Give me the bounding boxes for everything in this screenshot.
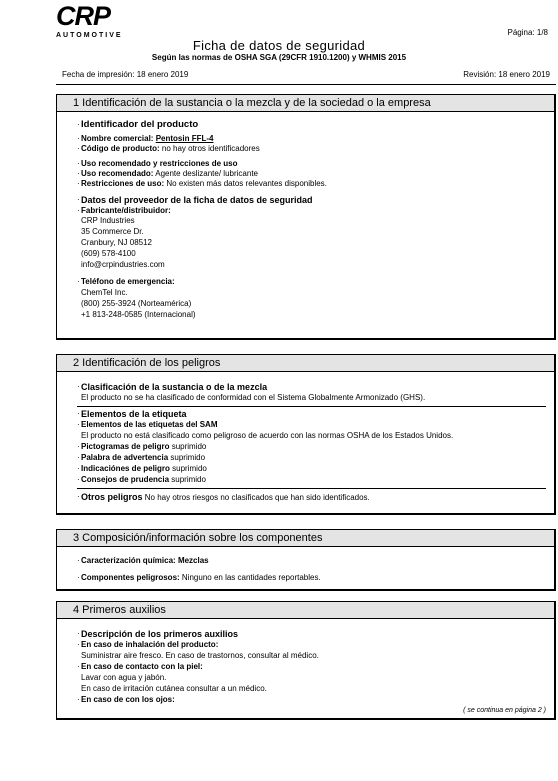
chemical-characterization-value: Mezclas [177, 556, 209, 565]
pictograms-value: suprimido [171, 442, 207, 451]
hazardous-components-label: Componentes peligrosos: [81, 573, 180, 582]
bullet: · [77, 629, 80, 638]
product-identifier-heading: Identificador del producto [81, 119, 199, 130]
hazard-statements-row [81, 464, 207, 474]
other-hazards-label: Otros peligros [81, 492, 143, 502]
product-code-label: Código de producto: [81, 144, 160, 153]
revision-date: Revisión: 18 enero 2019 [463, 70, 550, 79]
restrictions-value: No existen más datos relevantes disponibles. [166, 179, 327, 188]
pictograms-label: Pictogramas de peligro [81, 442, 170, 451]
inhalation-label: En caso de inhalación del producto: [81, 640, 219, 649]
section-4 [56, 601, 556, 720]
bullet: · [77, 120, 80, 129]
precaution-value: suprimido [171, 475, 206, 484]
eye-contact-label: En caso de con los ojos: [81, 695, 175, 704]
bullet: · [77, 640, 80, 649]
bullet: · [77, 134, 80, 143]
company-name: CRP Industries [81, 216, 135, 225]
signal-word-label: Palabra de advertencia [81, 453, 169, 462]
section-1 [56, 94, 556, 340]
bullet: · [77, 179, 80, 188]
company-email: info@crpindustries.com [81, 260, 165, 269]
emergency-phone-intl: +1 813-248-0585 (Internacional) [81, 310, 196, 319]
emergency-phone-na: (800) 255-3924 (Norteamérica) [81, 299, 192, 308]
precaution-label: Consejos de prudencia [81, 475, 170, 484]
bullet: · [77, 492, 80, 501]
skin-contact-text-2: En caso de irritación cutánea consultar a un médico. [81, 684, 267, 693]
print-date: Fecha de impresión: 18 enero 2019 [62, 70, 189, 79]
section-2-title: 2 Identificación de los peligros [57, 355, 554, 372]
page-number: Página: 1/8 [507, 28, 548, 37]
section-3 [56, 529, 556, 591]
trade-name-value: Pentosin FFL-4 [155, 134, 214, 143]
section-4-title: 4 Primeros auxilios [57, 602, 554, 619]
recommended-use-value: Agente deslizante/ lubricante [155, 169, 258, 178]
label-elements-heading: Elementos de la etiqueta [81, 409, 187, 419]
document-title: Ficha de datos de seguridad [192, 38, 366, 53]
bullet: · [77, 159, 80, 168]
hazardous-components-value: Ninguno en las cantidades reportables. [181, 573, 321, 582]
recommended-use-label: Uso recomendado: [81, 169, 154, 178]
section-1-title: 1 Identificación de la sustancia o la mezcla y de la sociedad o la empresa [57, 95, 554, 112]
other-hazards-row [81, 492, 370, 503]
recommended-use-row [81, 169, 258, 179]
bullet: · [77, 475, 80, 484]
hazardous-components-row [81, 573, 321, 583]
logo-sub-text: AUTOMOTIVE [56, 32, 123, 39]
bullet: · [77, 382, 80, 391]
trade-name-label: Nombre comercial: [81, 134, 154, 143]
supplier-heading: Datos del proveedor de la ficha de datos de seguridad [81, 195, 313, 205]
bullet: · [77, 573, 80, 582]
other-hazards-value: No hay otros riesgos no clasificados que han sido identificados. [144, 493, 370, 502]
pictograms-row [81, 442, 206, 452]
company-city: Cranbury, NJ 08512 [81, 238, 152, 247]
signal-word-value: suprimido [170, 453, 206, 462]
header-divider [56, 84, 556, 85]
restrictions-row [81, 179, 327, 189]
product-code-value: no hay otros identificadores [161, 144, 260, 153]
emergency-company: ChemTel Inc. [81, 288, 128, 297]
first-aid-heading: Descripción de los primeros auxilios [81, 629, 239, 639]
company-phone: (609) 578-4100 [81, 249, 136, 258]
bullet: · [77, 169, 80, 178]
continued-note: ( se continua en página 2 ) [463, 707, 546, 714]
bullet: · [77, 409, 80, 418]
bullet: · [77, 453, 80, 462]
chemical-characterization-row [81, 556, 209, 566]
hazard-statements-label: Indicaciónes de peligro [81, 464, 170, 473]
inhalation-text: Suministrar aire fresco. En caso de trastornos, consultar al médico. [81, 651, 319, 660]
hazard-statements-value: suprimido [172, 464, 207, 473]
bullet: · [77, 195, 80, 204]
bullet: · [77, 464, 80, 473]
precaution-row [81, 475, 206, 485]
bullet: · [77, 206, 80, 215]
bullet: · [77, 144, 80, 153]
bullet: · [77, 277, 80, 286]
classification-heading: Clasificación de la sustancia o de la mezcla [81, 382, 268, 392]
signal-word-row [81, 453, 205, 463]
emergency-label: Teléfono de emergencia: [81, 277, 175, 286]
bullet: · [77, 695, 80, 704]
section-3-title: 3 Composición/información sobre los componentes [57, 530, 554, 547]
sam-text: El producto no está clasificado como peligroso de acuerdo con las normas OSHA de los Estados Unidos. [81, 431, 454, 440]
skin-contact-label: En caso de contacto con la piel: [81, 662, 203, 671]
bullet: · [77, 420, 80, 429]
logo-main-text: CRP [56, 1, 111, 31]
divider [77, 488, 546, 489]
divider [77, 406, 546, 407]
bullet: · [77, 556, 80, 565]
restrictions-label: Restricciones de uso: [81, 179, 165, 188]
section-2 [56, 354, 556, 515]
sam-label: Elementos de las etiquetas del SAM [81, 420, 218, 429]
trade-name-row [81, 134, 213, 144]
skin-contact-text-1: Lavar con agua y jabón. [81, 673, 167, 682]
classification-text: El producto no se ha clasificado de conformidad con el Sistema Globalmente Armonizado (GHS). [81, 393, 426, 402]
bullet: · [77, 442, 80, 451]
bullet: · [77, 662, 80, 671]
uses-heading: Uso recomendado y restricciones de uso [81, 159, 238, 168]
product-code-row [81, 144, 260, 154]
chemical-characterization-label: Caracterización química: [81, 556, 176, 565]
document-subtitle: Según las normas de OSHA SGA (29CFR 1910.1200) y WHMIS 2015 [151, 53, 407, 62]
company-street: 35 Commerce Dr. [81, 227, 144, 236]
manufacturer-label: Fabricante/distribuidor: [81, 206, 171, 215]
